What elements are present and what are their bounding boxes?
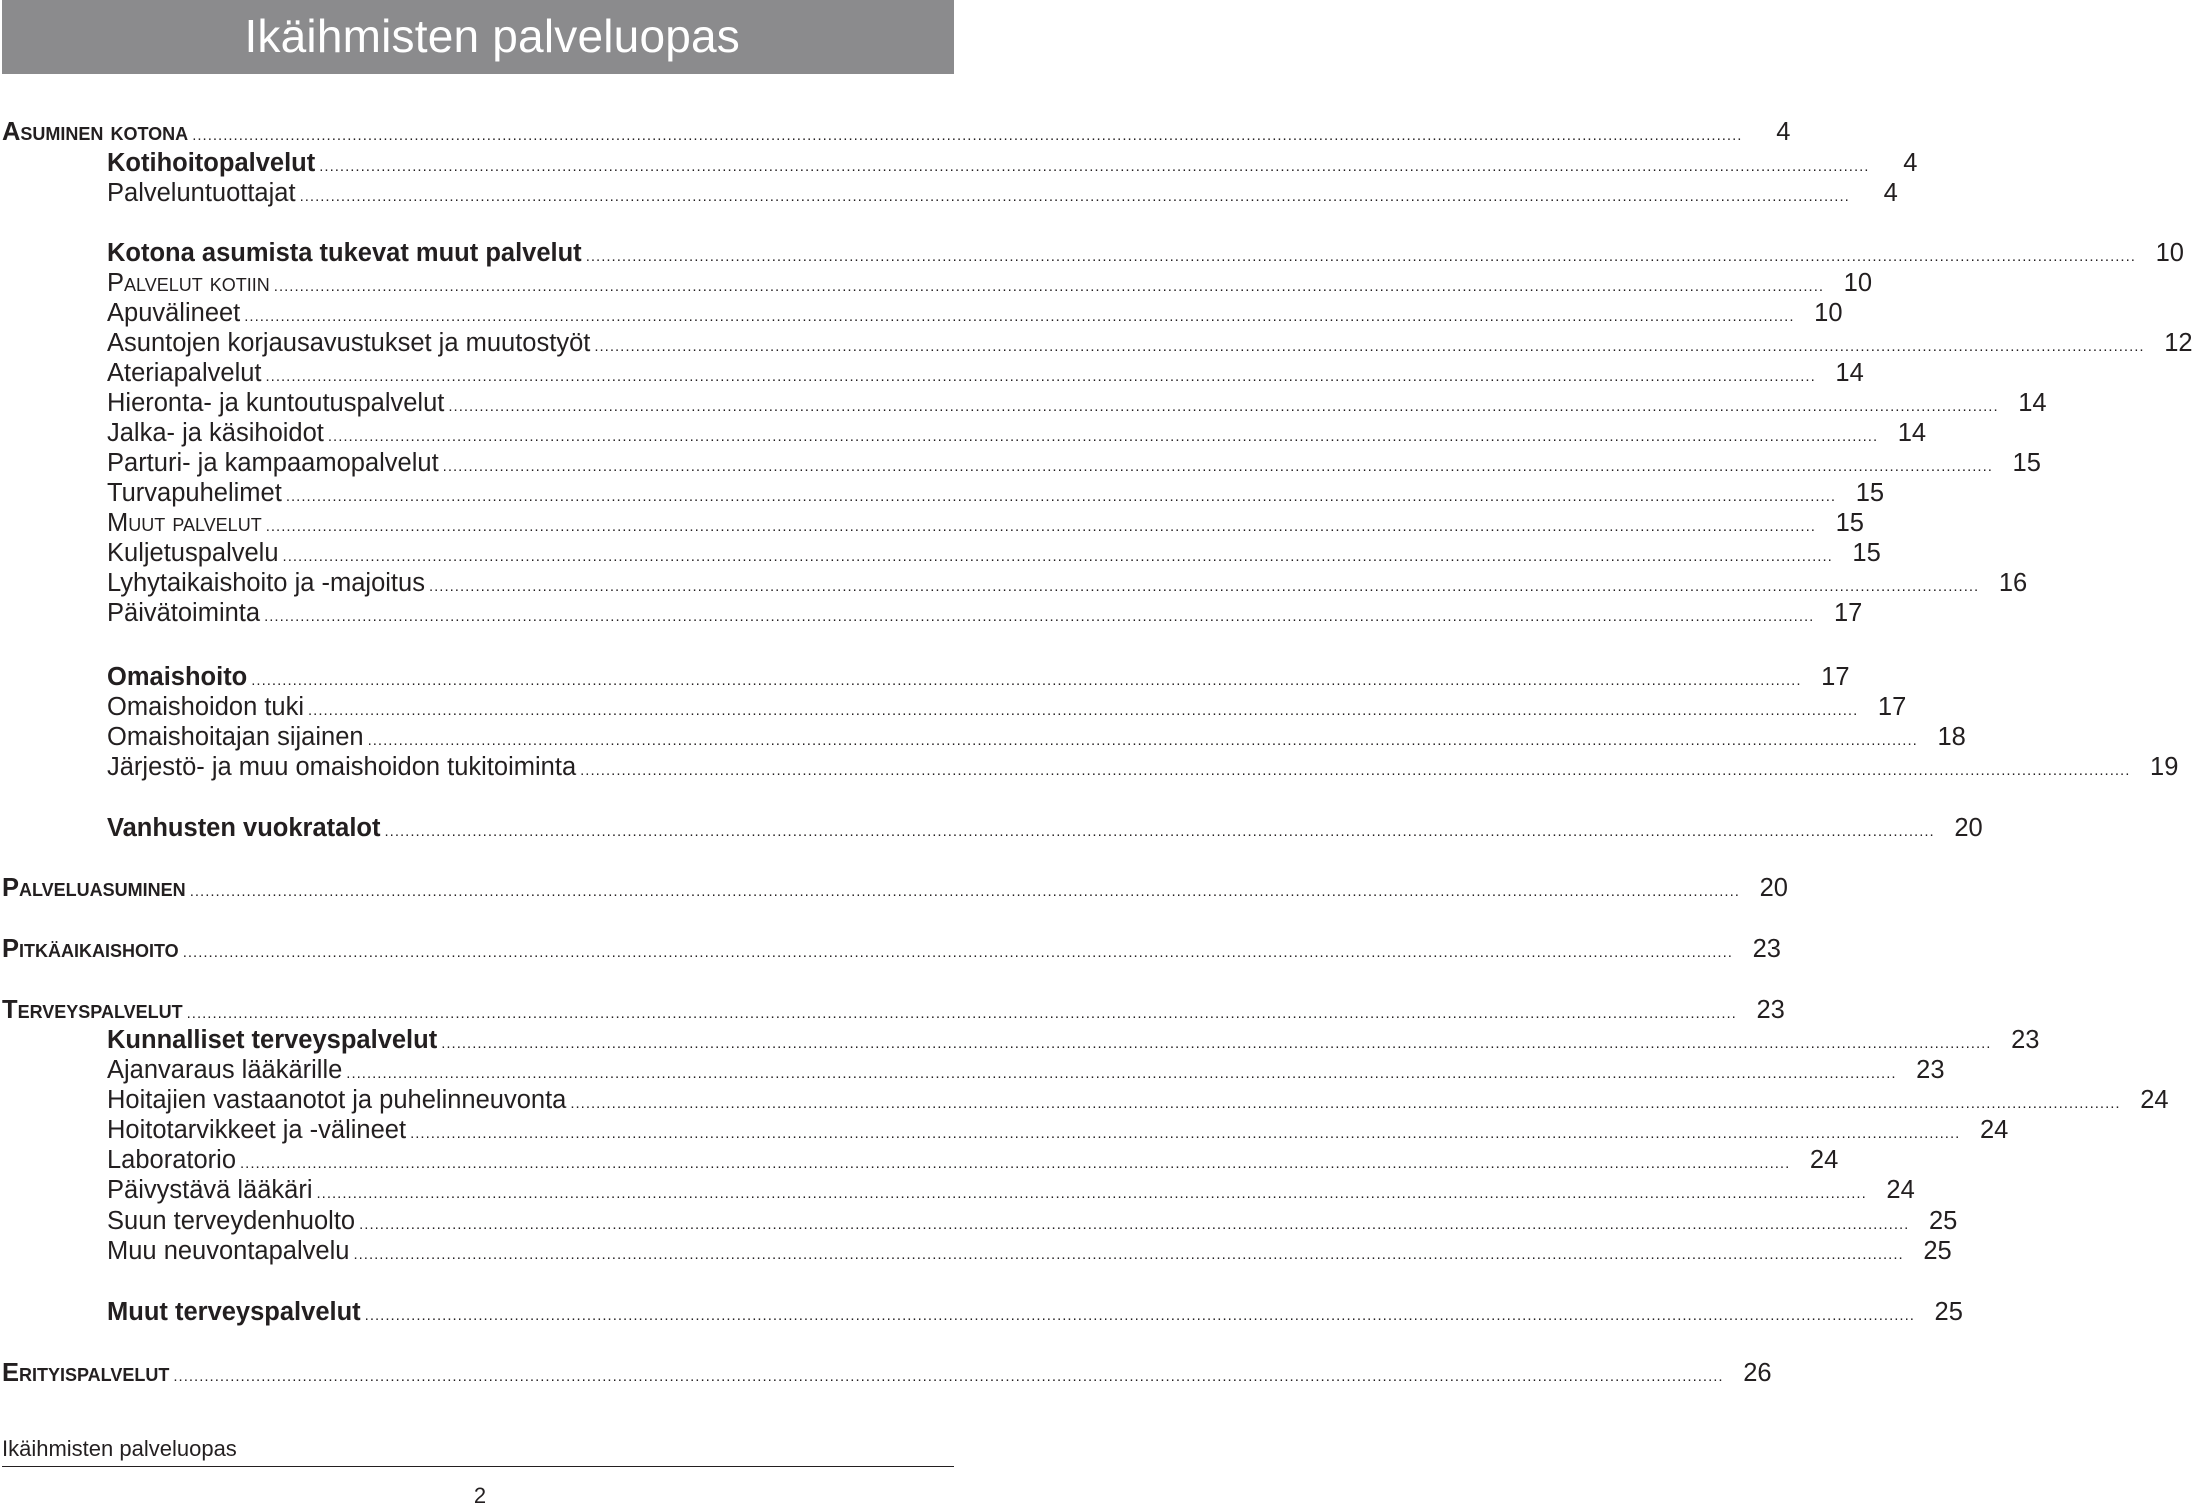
toc-entry-page: 17: [1821, 663, 1850, 691]
toc-entry-page: 14: [1835, 359, 1864, 387]
dot-leader: ............................................................................................................................................................................................................................................................................................................: [265, 368, 1816, 385]
toc-entry: [107, 448, 2041, 478]
toc-entry-page: 12: [2164, 329, 2193, 357]
dot-leader: ............................................................................................................................................................................................................................................................................................................: [580, 762, 2131, 779]
toc-entry: [2, 1358, 1772, 1388]
dot-leader: ............................................................................................................................................................................................................................................................................................................: [316, 1185, 1867, 1202]
toc-entry-page: 20: [1954, 814, 1983, 842]
toc-entry-page: 19: [2150, 753, 2179, 781]
toc-entry: [107, 268, 1873, 298]
toc-entry-page: 25: [1923, 1237, 1952, 1265]
toc-entry-label: Omaishoito: [107, 663, 248, 691]
toc-entry-label: Asuminen kotona: [2, 118, 189, 146]
footer-divider: [2, 1466, 954, 1467]
toc-entry: [107, 568, 2028, 598]
dot-leader: ............................................................................................................................................................................................................................................................................................................: [186, 1005, 1737, 1022]
dot-leader: ............................................................................................................................................................................................................................................................................................................: [244, 308, 1795, 325]
dot-leader: ............................................................................................................................................................................................................................................................................................................: [285, 488, 1837, 505]
toc-entry-page: 10: [2155, 239, 2184, 267]
toc-entry-page: 23: [2011, 1026, 2040, 1054]
toc-entry-label: Turvapuhelimet: [107, 479, 282, 507]
toc-entry-label: Muu neuvontapalvelu: [107, 1237, 350, 1265]
dot-leader: ............................................................................................................................................................................................................................................................................................................: [282, 548, 1833, 565]
toc-entry-page: 15: [1855, 479, 1885, 507]
dot-leader: ............................................................................................................................................................................................................................................................................................................: [585, 248, 2136, 265]
toc-entry-page: 4: [1883, 179, 1898, 207]
dot-leader: ............................................................................................................................................................................................................................................................................................................: [448, 398, 1999, 415]
toc-entry-label: Omaishoitajan sijainen: [107, 723, 364, 751]
dot-leader: ............................................................................................................................................................................................................................................................................................................: [265, 518, 1816, 535]
toc-entry-page: 23: [1756, 996, 1785, 1024]
toc-entry: [107, 1206, 1958, 1236]
toc-entry-label: Muut terveyspalvelut: [107, 1298, 361, 1326]
dot-leader: ............................................................................................................................................................................................................................................................................................................: [251, 672, 1802, 689]
toc-entry-label: Lyhytaikaishoito ja -majoitus: [107, 569, 425, 597]
toc-entry-label: Ateriapalvelut: [107, 359, 262, 387]
toc-entry-page: 17: [1877, 693, 1907, 721]
dot-leader: ............................................................................................................................................................................................................................................................................................................: [327, 428, 1879, 445]
toc-entry: [107, 388, 2047, 418]
toc-entry-page: 25: [1934, 1298, 1963, 1326]
toc-entry: [107, 1145, 1839, 1175]
page-title: Ikäihmisten palveluopas: [244, 10, 740, 62]
toc-entry: [107, 1025, 2040, 1055]
toc-entry: [107, 1236, 1952, 1266]
page-number: 2: [473, 1483, 487, 1508]
toc-entry-page: 18: [1937, 723, 1966, 751]
toc-entry-label: Kuljetuspalvelu: [107, 539, 279, 567]
toc-entry-label: Apuvälineet: [107, 299, 241, 327]
dot-leader: ............................................................................................................................................................................................................................................................................................................: [364, 1307, 1915, 1324]
toc-entry-page: 4: [1903, 149, 1918, 177]
toc-entry-label: Kotona asumista tukevat muut palvelut: [107, 239, 582, 267]
toc-entry: [107, 418, 1927, 448]
toc-entry-label: Hoitajien vastaanotot ja puhelinneuvonta: [107, 1086, 567, 1114]
toc-entry-page: 20: [1759, 874, 1788, 902]
toc-entry-label: Vanhusten vuokratalot: [107, 814, 381, 842]
toc-entry-label: Palvelut kotiin: [107, 269, 270, 297]
toc-entry-label: Laboratorio: [107, 1146, 237, 1174]
toc-entry: [2, 934, 1781, 964]
dot-leader: ............................................................................................................................................................................................................................................................................................................: [570, 1095, 2121, 1112]
toc-entry-page: 15: [2012, 449, 2041, 477]
toc-entry-label: Hieronta- ja kuntoutuspalvelut: [107, 389, 445, 417]
toc-entry-label: Jalka- ja käsihoidot: [107, 419, 324, 447]
toc-entry: [107, 328, 2193, 358]
toc-entry-page: 10: [1814, 299, 1843, 327]
toc-entry: [107, 752, 2179, 782]
dot-leader: ............................................................................................................................................................................................................................................................................................................: [442, 458, 1993, 475]
toc-entry: [107, 538, 1881, 568]
toc-entry: [107, 1115, 2009, 1145]
toc-entry: [107, 178, 1898, 208]
toc-entry: [107, 238, 2184, 268]
dot-leader: ............................................................................................................................................................................................................................................................................................................: [353, 1246, 1904, 1263]
toc-entry-page: 10: [1843, 269, 1873, 297]
toc-entry-page: 14: [2018, 389, 2047, 417]
dot-leader: ............................................................................................................................................................................................................................................................................................................: [594, 338, 2145, 355]
dot-leader: ............................................................................................................................................................................................................................................................................................................: [359, 1216, 1910, 1233]
toc-entry-label: Hoitotarvikkeet ja -välineet: [107, 1116, 407, 1144]
footer-title: Ikäihmisten palveluopas: [2, 1436, 237, 1461]
toc-entry: [107, 598, 1863, 628]
toc-entry: [107, 148, 1918, 178]
dot-leader: ............................................................................................................................................................................................................................................................................................................: [182, 944, 1733, 961]
toc-entry-page: 23: [1752, 935, 1781, 963]
toc-entry-label: Omaishoidon tuki: [107, 693, 305, 721]
toc-entry-label: Pitkäaikaishoito: [2, 935, 179, 963]
dot-leader: ............................................................................................................................................................................................................................................................................................................: [346, 1065, 1897, 1082]
toc-entry-label: Palveluasuminen: [2, 874, 186, 902]
toc-entry-page: 25: [1928, 1207, 1958, 1235]
dot-leader: ............................................................................................................................................................................................................................................................................................................: [410, 1125, 1961, 1142]
toc-entry: [107, 1297, 1963, 1327]
toc-entry-label: Suun terveydenhuolto: [107, 1207, 356, 1235]
dot-leader: ............................................................................................................................................................................................................................................................................................................: [273, 278, 1825, 295]
toc-entry-label: Päivystävä lääkäri: [107, 1176, 313, 1204]
toc-entry-page: 4: [1776, 118, 1791, 146]
dot-leader: ............................................................................................................................................................................................................................................................................................................: [319, 158, 1870, 175]
toc-entry: [107, 1085, 2169, 1115]
dot-leader: ............................................................................................................................................................................................................................................................................................................: [299, 188, 1850, 205]
toc-entry-label: Erityispalvelut: [2, 1359, 170, 1387]
toc-entry: [107, 722, 1966, 752]
toc-entry-label: Asuntojen korjausavustukset ja muutostyöt: [107, 329, 591, 357]
toc-entry-label: Muut palvelut: [107, 509, 262, 537]
toc-entry-page: 23: [1916, 1056, 1945, 1084]
toc-entry-label: Järjestö- ja muu omaishoidon tukitoiminta: [107, 753, 577, 781]
toc-entry-page: 16: [1998, 569, 2028, 597]
toc-entry: [107, 662, 1850, 692]
toc-entry-page: 14: [1897, 419, 1927, 447]
toc-entry-page: 24: [2140, 1086, 2169, 1114]
toc-entry-label: Kotihoitopalvelut: [107, 149, 316, 177]
toc-entry: [107, 298, 1843, 328]
toc-entry-label: Päivätoiminta: [107, 599, 261, 627]
dot-leader: ............................................................................................................................................................................................................................................................................................................: [173, 1368, 1724, 1385]
toc-entry: [2, 995, 1785, 1025]
toc-entry-label: Ajanvaraus lääkärille: [107, 1056, 343, 1084]
dot-leader: ............................................................................................................................................................................................................................................................................................................: [308, 702, 1859, 719]
dot-leader: ............................................................................................................................................................................................................................................................................................................: [384, 823, 1935, 840]
toc-entry-page: 15: [1852, 539, 1881, 567]
dot-leader: ............................................................................................................................................................................................................................................................................................................: [240, 1155, 1791, 1172]
toc-entry: [107, 1175, 1915, 1205]
dot-leader: ............................................................................................................................................................................................................................................................................................................: [189, 883, 1740, 900]
toc-entry: [107, 813, 1983, 843]
toc-entry: [107, 692, 1907, 722]
toc-entry-label: Palveluntuottajat: [107, 179, 296, 207]
toc-entry: [2, 873, 1788, 903]
toc-entry-page: 24: [1809, 1146, 1839, 1174]
toc-entry-page: 24: [1886, 1176, 1915, 1204]
dot-leader: ............................................................................................................................................................................................................................................................................................................: [428, 578, 1980, 595]
dot-leader: ............................................................................................................................................................................................................................................................................................................: [264, 608, 1815, 625]
toc-entry: [2, 117, 1791, 147]
toc-entry: [107, 358, 1864, 388]
dot-leader: ............................................................................................................................................................................................................................................................................................................: [367, 732, 1918, 749]
toc-entry-page: 17: [1833, 599, 1863, 627]
toc-entry: [107, 1055, 1945, 1085]
toc-entry-label: Kunnalliset terveyspalvelut: [107, 1026, 438, 1054]
dot-leader: ............................................................................................................................................................................................................................................................................................................: [441, 1035, 1992, 1052]
toc-entry-page: 15: [1835, 509, 1864, 537]
toc-entry-page: 26: [1743, 1359, 1772, 1387]
toc-entry: [107, 508, 1864, 538]
toc-entry-label: Terveyspalvelut: [2, 996, 183, 1024]
dot-leader: ............................................................................................................................................................................................................................................................................................................: [192, 127, 1743, 144]
toc-entry-page: 24: [1979, 1116, 2009, 1144]
toc-entry: [107, 478, 1885, 508]
toc-entry-label: Parturi- ja kampaamopalvelut: [107, 449, 439, 477]
